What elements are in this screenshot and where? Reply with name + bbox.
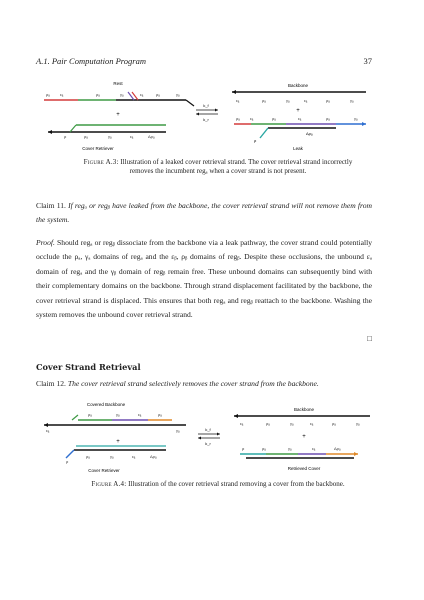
fig4-left-label: Cover Retriever bbox=[88, 468, 120, 473]
fig4-right-label: Retrieved Cover bbox=[287, 466, 321, 471]
fig3-right-ldom-0: Δρₐ bbox=[306, 131, 313, 136]
fig3-right-blue-arrowhead bbox=[362, 122, 366, 126]
claim-11 bbox=[36, 199, 372, 228]
fig3-left-bottom-hook bbox=[70, 125, 76, 132]
header-section: A.1. Pair Computation Program bbox=[36, 56, 146, 66]
fig3-right-dom-2: γₐ bbox=[286, 98, 290, 103]
fig3-right-bdom-3: εₐ bbox=[298, 116, 302, 121]
fig3-left-dom-6: γₐ bbox=[176, 92, 180, 97]
fig3-backward-arrowhead bbox=[196, 113, 199, 116]
fig4-right-dom-0: εₐ bbox=[240, 421, 244, 426]
fig4-left-title: Covered Backbone bbox=[86, 402, 126, 407]
fig4-right-dom-1: ρₐ bbox=[266, 421, 270, 426]
fig3-right-bdom-0: ρₐ bbox=[236, 116, 240, 121]
fig4-right-bdom-2: γₐ bbox=[288, 446, 292, 451]
fig4-right-dom-5: γₐ bbox=[356, 421, 360, 426]
fig3-left-bdom-4: Δρₐ bbox=[148, 134, 155, 139]
fig4-right-bdom-1: ρₐ bbox=[262, 446, 266, 451]
fig3-forward-arrowhead bbox=[215, 109, 218, 112]
fig3-left-dom-5: ρₐ bbox=[156, 92, 160, 97]
figure-a4-diagram bbox=[36, 398, 376, 478]
fig4-left-end-left: εₐ bbox=[46, 428, 50, 433]
fig4-left-bdom-3: εₐ bbox=[132, 454, 136, 459]
fig4-right-bdom-4: Δρₐ bbox=[334, 446, 341, 451]
fig3-kf: k_f bbox=[203, 103, 209, 108]
fig3-left-dom-0: ρₐ bbox=[46, 92, 50, 97]
fig3-left-dom-4: εₐ bbox=[140, 92, 144, 97]
fig3-left-dom-1: εₐ bbox=[60, 92, 64, 97]
fig4-right-orange-arrowhead bbox=[354, 452, 358, 456]
fig4-left-dom-2: εₐ bbox=[138, 412, 142, 417]
fig4-right-bdom-0: ρ bbox=[242, 446, 245, 451]
fig3-left-bottom-arrowhead bbox=[48, 130, 52, 134]
figure-a4-caption bbox=[80, 480, 356, 489]
fig3-right-dom-5: γₐ bbox=[350, 98, 354, 103]
fig4-right-dom-3: εₐ bbox=[310, 421, 314, 426]
fig3-right-dom-3: εₐ bbox=[304, 98, 308, 103]
fig4-right-bdom-3: εₐ bbox=[312, 446, 316, 451]
fig4-forward-arrowhead bbox=[217, 433, 220, 436]
fig4-backward-arrowhead bbox=[198, 437, 201, 440]
fig4-left-top-hook bbox=[72, 415, 78, 420]
fig3-left-bdom-0: ρ bbox=[64, 134, 67, 139]
fig3-left-top-hook bbox=[186, 100, 194, 106]
fig3-left-dom-2: ρₐ bbox=[96, 92, 100, 97]
fig4-right-title: Backbone bbox=[293, 407, 315, 412]
fig4-left-bdom-1: ρₐ bbox=[86, 454, 90, 459]
proof bbox=[36, 236, 372, 348]
fig3-left-title: Rest bbox=[113, 81, 123, 86]
claim-11-label: Claim 11. bbox=[36, 201, 66, 210]
fig3-right-dom-1: ρₐ bbox=[262, 98, 266, 103]
fig4-right-dom-2: γₐ bbox=[290, 421, 294, 426]
fig3-right-bdom-5: γₐ bbox=[354, 116, 358, 121]
fig3-right-label: Leak bbox=[293, 146, 303, 151]
fig4-right-dom-4: ρₐ bbox=[332, 421, 336, 426]
fig4-left-dom-1: γₐ bbox=[116, 412, 120, 417]
fig3-right-title: Backbone bbox=[287, 83, 309, 88]
fig3-left-bdom-2: γₐ bbox=[108, 134, 112, 139]
fig3-left-bdom-1: ρₐ bbox=[84, 134, 88, 139]
fig3-right-dom-0: εₐ bbox=[236, 98, 240, 103]
section-title: Cover Strand Retrieval bbox=[36, 362, 141, 372]
fig4-kr: k_r bbox=[205, 441, 211, 446]
fig3-left-dom-3: γₐ bbox=[120, 92, 124, 97]
figure-a4 bbox=[36, 398, 376, 478]
claim-12 bbox=[36, 377, 372, 391]
fig4-left-backbone-arrowhead bbox=[44, 423, 48, 427]
fig4-left-dom-3: ρₐ bbox=[158, 412, 162, 417]
figure-a3-diagram bbox=[36, 76, 376, 156]
fig4-right-plus: + bbox=[302, 434, 306, 440]
fig3-left-bdom-3: εₐ bbox=[130, 134, 134, 139]
fig4-right-backbone-arrowhead bbox=[234, 414, 238, 418]
figure-a3-caption-label: Figure A.3: bbox=[83, 158, 119, 166]
fig3-right-bdom-4: ρₐ bbox=[326, 116, 330, 121]
fig4-left-bdom-0: ρ bbox=[66, 459, 69, 464]
fig3-right-dom-4: ρₐ bbox=[326, 98, 330, 103]
fig4-kf: k_f bbox=[205, 427, 211, 432]
fig3-right-plus: + bbox=[296, 108, 300, 114]
figure-a4-caption-text: Illustration of the cover retrieval strand removing a cover from the backbone. bbox=[128, 480, 345, 488]
fig3-kr: k_r bbox=[203, 117, 209, 122]
figure-a3-caption-text: Illustration of a leaked cover retrieval strand. The cover retrieval strand incorrectly removes the incumbent regₐ when a cover strand is not present. bbox=[120, 158, 353, 175]
figure-a3 bbox=[36, 76, 376, 156]
claim-12-text: The cover retrieval strand selectively removes the cover strand from the backbone. bbox=[67, 379, 319, 388]
claim-11-text: If regₐ or regᵦ have leaked from the backbone, the cover retrieval strand will not remove them from the system. bbox=[36, 201, 373, 225]
fig4-left-dom-0: ρₐ bbox=[88, 412, 92, 417]
page-number: 37 bbox=[363, 56, 372, 66]
fig3-right-ldom-1: ρ bbox=[254, 138, 257, 143]
fig4-left-end-right: γₐ bbox=[176, 428, 180, 433]
fig4-left-bdom-4: Δρₐ bbox=[150, 454, 157, 459]
figure-a3-caption bbox=[80, 158, 356, 176]
fig3-left-label: Cover Retriever bbox=[82, 146, 114, 151]
fig3-left-plus: + bbox=[116, 112, 120, 118]
claim-12-label: Claim 12. bbox=[36, 379, 66, 388]
fig3-right-backbone-arrowhead bbox=[232, 90, 236, 94]
fig3-right-bdom-2: ρₐ bbox=[272, 116, 276, 121]
qed-symbol: □ bbox=[367, 333, 372, 343]
fig4-left-retriever-tail bbox=[66, 450, 74, 458]
proof-text: Should regₐ or regᵦ dissociate from the backbone via a leak pathway, the cover strand could potentially occlude the ρₐ, γₐ domains of regₐ and the εᵦ, ρᵦ domains of regᵦ. Despite these occlusions, the unbound εₐ domain of regₐ and the γᵦ domain of regᵦ remain free. These unbound domains can subsequently bind with their complementary domains on the backbone. Through strand displacement facilitated by the backbone, the cover retrieval strand is displaced. This ensures that both regₐ and regᵦ reattach to the backbone. Washing the system removes the unbound cover retrieval strand. bbox=[36, 238, 372, 320]
figure-a4-caption-label: Figure A.4: bbox=[91, 480, 127, 488]
fig3-right-teal-tail bbox=[260, 128, 268, 138]
fig3-right-bdom-1: εₐ bbox=[250, 116, 254, 121]
running-header bbox=[36, 56, 372, 70]
proof-label: Proof. bbox=[36, 238, 55, 247]
fig4-left-bdom-2: γₐ bbox=[110, 454, 114, 459]
fig4-left-plus: + bbox=[116, 439, 120, 445]
